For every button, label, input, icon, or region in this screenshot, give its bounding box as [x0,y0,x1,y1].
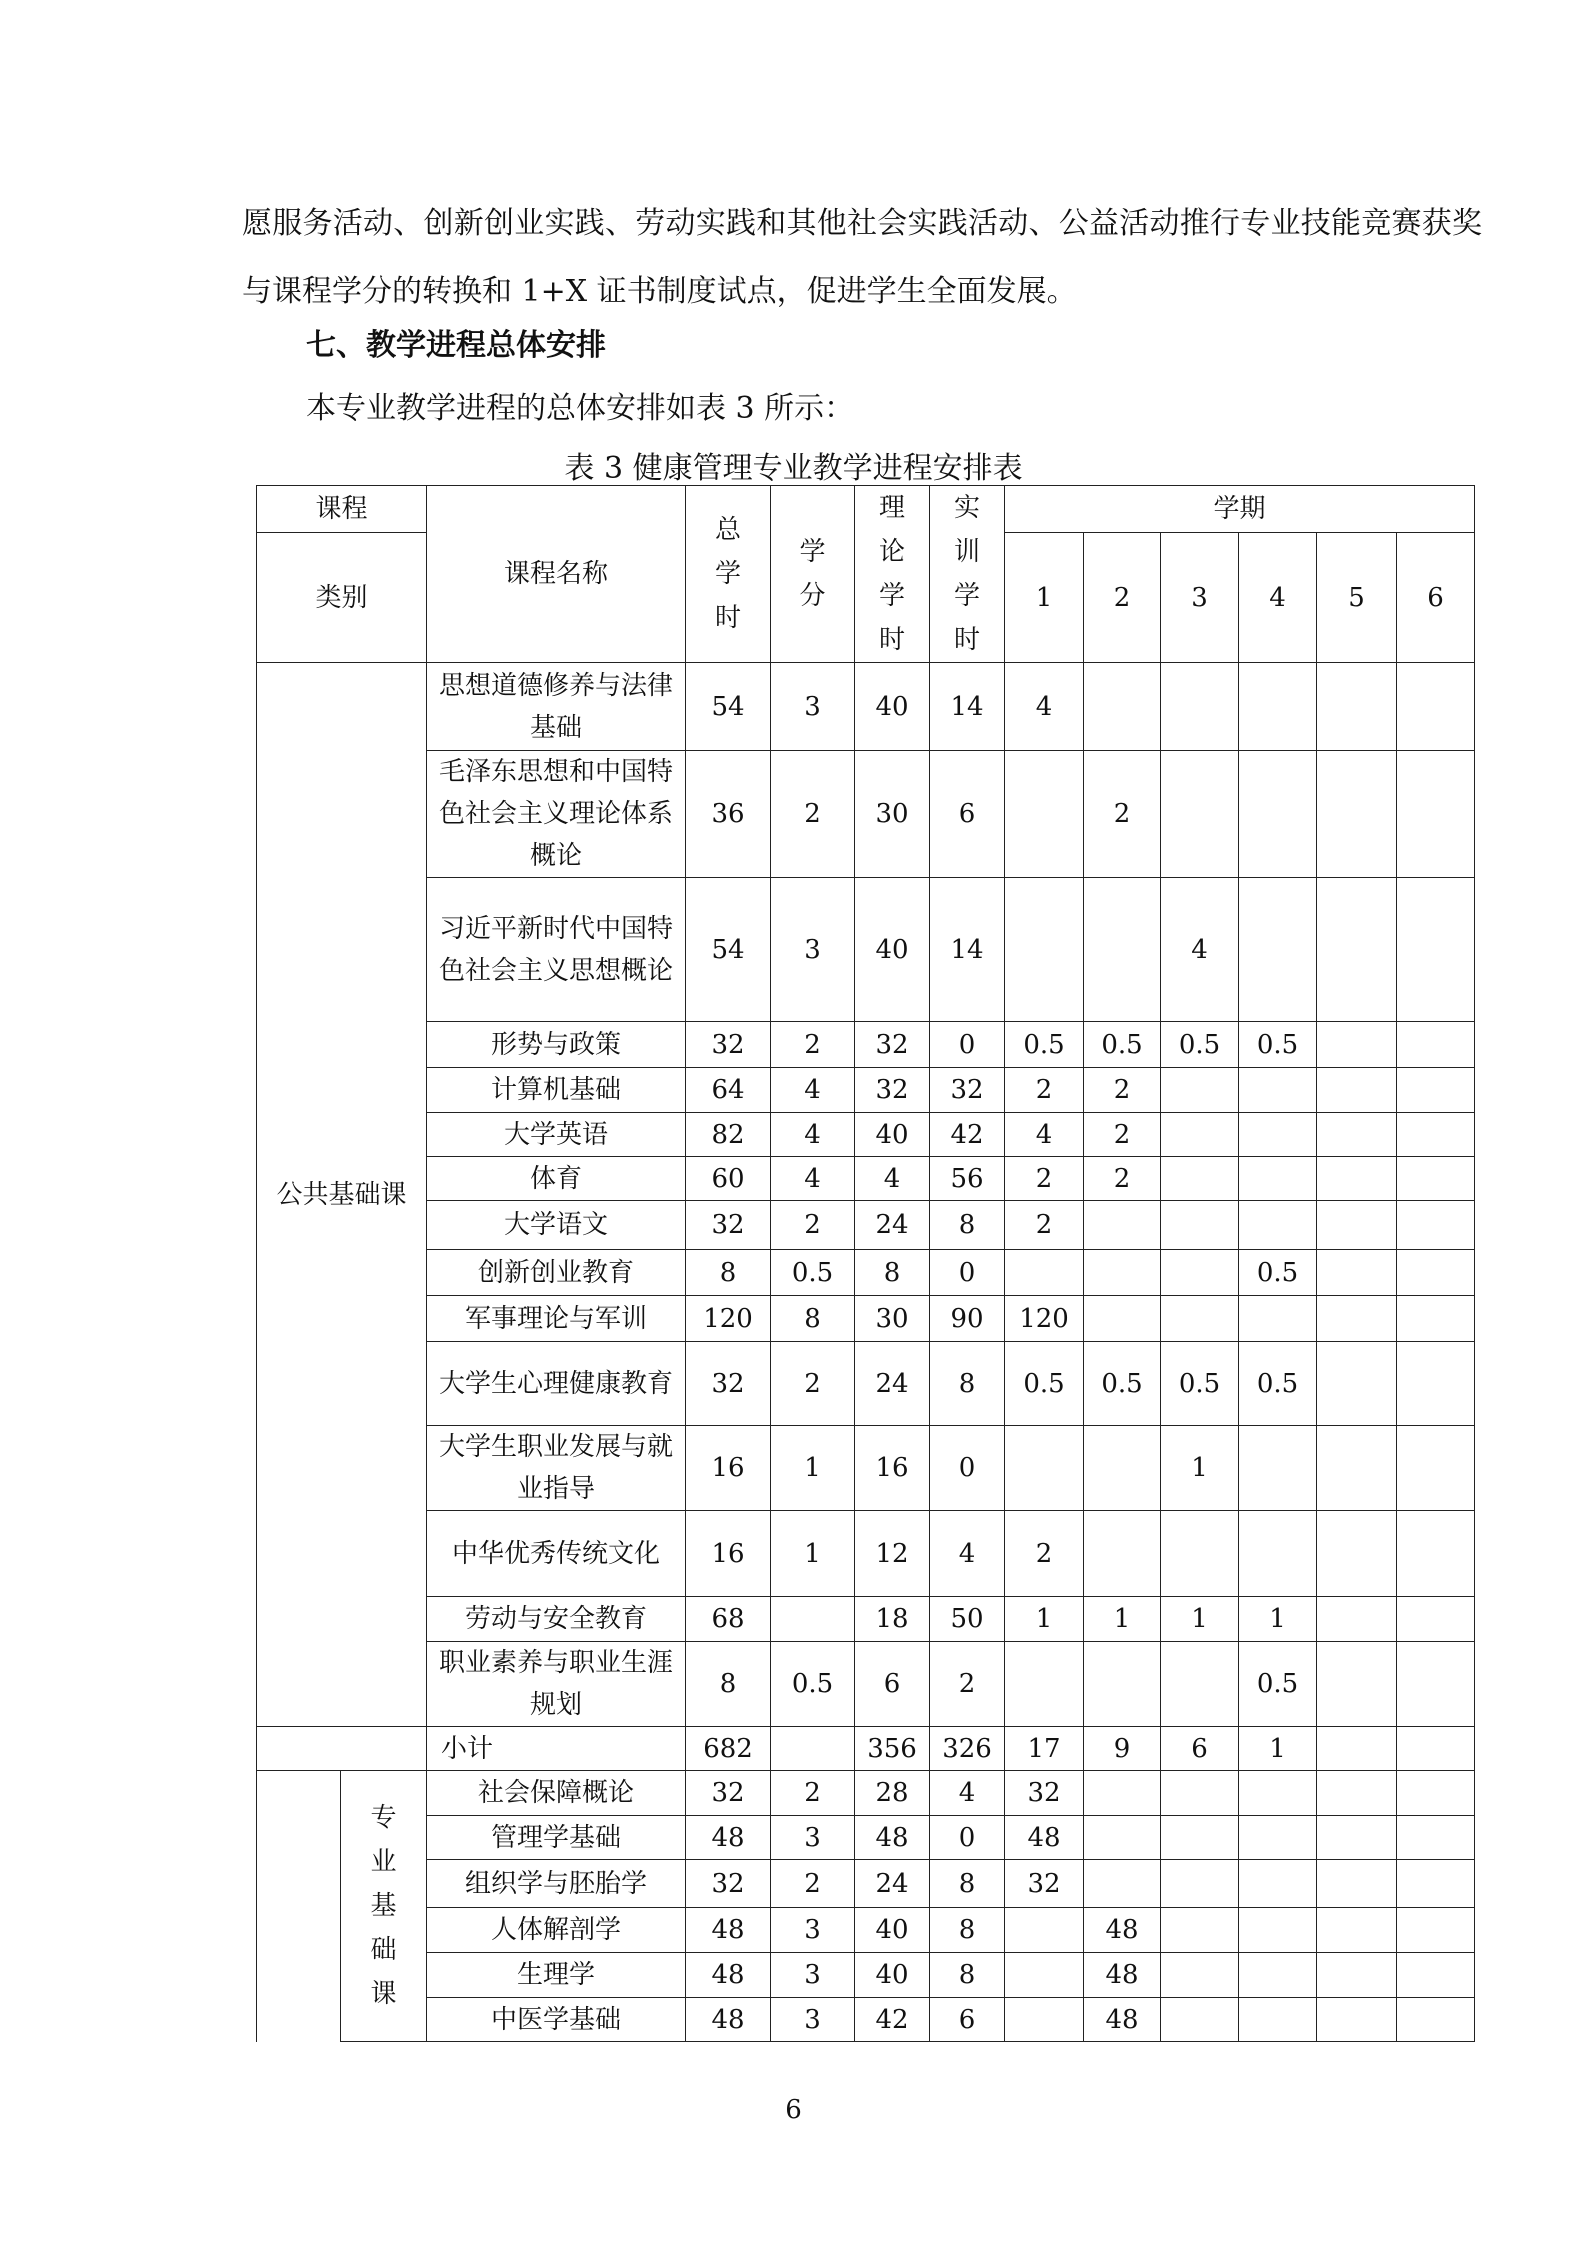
semester-6-cell [1397,1511,1475,1597]
semester-3-cell [1161,1771,1239,1816]
theory-hours-cell: 48 [855,1816,930,1860]
total-hours-cell: 16 [686,1511,771,1597]
semester-1-cell: 0.5 [1005,1342,1084,1426]
total-hours-cell: 32 [686,1022,771,1068]
credits-cell: 3 [771,878,855,1022]
credits-cell: 2 [771,1022,855,1068]
practice-hours-cell: 0 [930,1426,1005,1511]
course-name-cell: 大学英语 [427,1113,686,1157]
semester-2-cell [1084,1250,1161,1296]
total-hours-cell: 120 [686,1296,771,1342]
credits-cell: 2 [771,1201,855,1250]
semester-2-cell: 0.5 [1084,1022,1161,1068]
credits-cell: 1 [771,1511,855,1597]
header-credits: 学分 [771,486,855,663]
practice-hours-cell: 8 [930,1860,1005,1908]
theory-hours-cell: 40 [855,1953,930,1998]
theory-hours-cell: 16 [855,1426,930,1511]
semester-2-cell [1084,1816,1161,1860]
total-hours-cell: 48 [686,1953,771,1998]
theory-hours-cell: 24 [855,1860,930,1908]
course-name-cell: 军事理论与军训 [427,1296,686,1342]
semester-4-cell [1239,1816,1317,1860]
semester-5-cell [1317,1642,1397,1727]
semester-4-cell [1239,1908,1317,1953]
table-row [257,878,1475,1022]
total-hours-cell: 8 [686,1250,771,1296]
total-hours-cell: 82 [686,1113,771,1157]
practice-hours-cell: 2 [930,1642,1005,1727]
semester-1-cell: 2 [1005,1157,1084,1201]
practice-hours-cell: 8 [930,1953,1005,1998]
theory-hours-cell: 40 [855,1908,930,1953]
header-semester-4: 4 [1239,533,1317,663]
total-hours-cell: 68 [686,1597,771,1642]
course-name-cell: 社会保障概论 [427,1771,686,1816]
semester-1-cell: 4 [1005,663,1084,751]
semester-3-cell [1161,663,1239,751]
semester-4-cell [1239,1998,1317,2042]
semester-1-cell [1005,1250,1084,1296]
semester-1-cell [1005,1998,1084,2042]
semester-5-cell [1317,1022,1397,1068]
semester-5-cell [1317,1597,1397,1642]
semester-4-cell [1239,1068,1317,1113]
semester-1-cell: 32 [1005,1860,1084,1908]
table-row [257,1250,1475,1296]
semester-5-cell [1317,1816,1397,1860]
semester-5-cell [1317,1113,1397,1157]
course-name-cell: 劳动与安全教育 [427,1597,686,1642]
semester-1-cell: 2 [1005,1511,1084,1597]
credits-cell [771,1597,855,1642]
semester-3-cell [1161,1998,1239,2042]
semester-1-cell [1005,878,1084,1022]
course-name-cell: 管理学基础 [427,1816,686,1860]
page-number: 6 [785,2095,802,2125]
course-name-cell: 生理学 [427,1953,686,1998]
course-name-cell: 习近平新时代中国特色社会主义思想概论 [427,878,686,1022]
total-hours-cell: 64 [686,1068,771,1113]
practice-hours-cell: 6 [930,751,1005,878]
semester-5-cell [1317,1250,1397,1296]
total-hours-cell: 16 [686,1426,771,1511]
semester-2-cell: 2 [1084,1157,1161,1201]
practice-hours-cell: 0 [930,1022,1005,1068]
semester-5-cell [1317,1511,1397,1597]
semester-4-cell: 0.5 [1239,1642,1317,1727]
semester-3-cell [1161,1816,1239,1860]
theory-hours-cell: 30 [855,751,930,878]
semester-5-cell [1317,1908,1397,1953]
practice-hours-cell: 4 [930,1771,1005,1816]
semester-4-cell: 1 [1239,1597,1317,1642]
theory-hours-cell: 40 [855,663,930,751]
semester-2-cell: 2 [1084,751,1161,878]
theory-hours-cell: 40 [855,878,930,1022]
body-paragraph: 愿服务活动、创新创业实践、劳动实践和其他社会实践活动、公益活动推行专业技能竞赛获奖与课程学分的转换和 1+X 证书制度试点，促进学生全面发展。 [242,206,1482,309]
course-name-cell: 创新创业教育 [427,1250,686,1296]
header-semester: 学期 [1005,486,1475,533]
table-row [257,1998,1475,2042]
semester-2-cell: 2 [1084,1113,1161,1157]
theory-hours-cell: 24 [855,1342,930,1426]
semester-4-cell [1239,751,1317,878]
table-row [257,1157,1475,1201]
semester-3-cell: 1 [1161,1426,1239,1511]
semester-1-cell: 1 [1005,1597,1084,1642]
semester-2-cell [1084,663,1161,751]
semester-3-cell [1161,1201,1239,1250]
credits-cell [771,1727,855,1771]
header-course-name: 课程名称 [427,486,686,663]
course-name-cell: 中医学基础 [427,1998,686,2042]
table-row [257,1426,1475,1511]
semester-3-cell [1161,1860,1239,1908]
table-row [257,1342,1475,1426]
credits-cell: 4 [771,1113,855,1157]
theory-hours-cell: 42 [855,1998,930,2042]
semester-2-cell [1084,1771,1161,1816]
practice-hours-cell: 326 [930,1727,1005,1771]
semester-5-cell [1317,1296,1397,1342]
header-theory-hours: 理论学时 [855,486,930,663]
credits-cell: 8 [771,1296,855,1342]
semester-4-cell [1239,1426,1317,1511]
header-semester-2: 2 [1084,533,1161,663]
practice-hours-cell: 90 [930,1296,1005,1342]
semester-6-cell [1397,1642,1475,1727]
semester-5-cell [1317,1201,1397,1250]
semester-2-cell: 9 [1084,1727,1161,1771]
semester-3-cell [1161,1642,1239,1727]
semester-2-cell [1084,1426,1161,1511]
credits-cell: 4 [771,1157,855,1201]
semester-4-cell [1239,1860,1317,1908]
course-name-cell: 中华优秀传统文化 [427,1511,686,1597]
credits-cell: 1 [771,1426,855,1511]
subtotal-row [257,1727,1475,1771]
semester-6-cell [1397,1113,1475,1157]
semester-6-cell [1397,1201,1475,1250]
theory-hours-cell: 28 [855,1771,930,1816]
semester-1-cell: 0.5 [1005,1022,1084,1068]
table-row [257,1511,1475,1597]
semester-5-cell [1317,1068,1397,1113]
total-hours-cell: 32 [686,1201,771,1250]
credits-cell: 2 [771,1342,855,1426]
semester-2-cell: 48 [1084,1953,1161,1998]
total-hours-cell: 54 [686,663,771,751]
credits-cell: 3 [771,1816,855,1860]
subcategory-professional-basic: 专业基础课 [341,1771,427,2042]
course-name-cell: 大学生职业发展与就业指导 [427,1426,686,1511]
table-row [257,1860,1475,1908]
semester-3-cell [1161,1511,1239,1597]
semester-3-cell [1161,1953,1239,1998]
theory-hours-cell: 4 [855,1157,930,1201]
credits-cell: 0.5 [771,1642,855,1727]
semester-5-cell [1317,1771,1397,1816]
theory-hours-cell: 8 [855,1250,930,1296]
semester-4-cell [1239,1157,1317,1201]
semester-3-cell [1161,751,1239,878]
header-semester-5: 5 [1317,533,1397,663]
table-intro: 本专业教学进程的总体安排如表 3 所示： [306,391,855,426]
table-row [257,1908,1475,1953]
table-row [257,663,1475,751]
table-row [257,1113,1475,1157]
credits-cell: 4 [771,1068,855,1113]
total-hours-cell: 60 [686,1157,771,1201]
semester-6-cell [1397,1727,1475,1771]
practice-hours-cell: 56 [930,1157,1005,1201]
header-category: 类别 [257,533,427,663]
semester-6-cell [1397,663,1475,751]
course-name-cell: 组织学与胚胎学 [427,1860,686,1908]
practice-hours-cell: 8 [930,1342,1005,1426]
semester-4-cell [1239,1771,1317,1816]
semester-5-cell [1317,1342,1397,1426]
semester-1-cell: 17 [1005,1727,1084,1771]
semester-6-cell [1397,1597,1475,1642]
semester-4-cell: 0.5 [1239,1342,1317,1426]
semester-2-cell [1084,1296,1161,1342]
course-name-cell: 计算机基础 [427,1068,686,1113]
semester-3-cell [1161,1157,1239,1201]
semester-3-cell [1161,1068,1239,1113]
semester-6-cell [1397,1250,1475,1296]
semester-4-cell [1239,878,1317,1022]
table-row [257,1068,1475,1113]
semester-2-cell [1084,1860,1161,1908]
course-name-cell: 大学生心理健康教育 [427,1342,686,1426]
table-row [257,751,1475,878]
semester-4-cell [1239,663,1317,751]
practice-hours-cell: 32 [930,1068,1005,1113]
total-hours-cell: 32 [686,1860,771,1908]
semester-6-cell [1397,1771,1475,1816]
semester-1-cell: 48 [1005,1816,1084,1860]
semester-1-cell [1005,1908,1084,1953]
table-row [257,1771,1475,1816]
table-row [257,1953,1475,1998]
semester-6-cell [1397,1860,1475,1908]
table-row [257,1816,1475,1860]
semester-2-cell [1084,878,1161,1022]
semester-1-cell: 2 [1005,1068,1084,1113]
semester-4-cell [1239,1511,1317,1597]
table-row [257,1642,1475,1727]
theory-hours-cell: 32 [855,1022,930,1068]
semester-4-cell [1239,1296,1317,1342]
semester-5-cell [1317,751,1397,878]
semester-6-cell [1397,1068,1475,1113]
table-row [257,1022,1475,1068]
credits-cell: 3 [771,1953,855,1998]
header-practice-hours: 实训学时 [930,486,1005,663]
practice-hours-cell: 8 [930,1908,1005,1953]
credits-cell: 3 [771,1998,855,2042]
practice-hours-cell: 50 [930,1597,1005,1642]
semester-2-cell: 1 [1084,1597,1161,1642]
schedule-table [256,485,1475,2042]
semester-5-cell [1317,1157,1397,1201]
semester-2-cell [1084,1511,1161,1597]
credits-cell: 0.5 [771,1250,855,1296]
semester-2-cell: 0.5 [1084,1342,1161,1426]
semester-6-cell [1397,1998,1475,2042]
practice-hours-cell: 0 [930,1816,1005,1860]
semester-6-cell [1397,1953,1475,1998]
semester-3-cell: 4 [1161,878,1239,1022]
semester-1-cell [1005,1642,1084,1727]
semester-1-cell: 4 [1005,1113,1084,1157]
semester-4-cell [1239,1201,1317,1250]
course-name-cell: 体育 [427,1157,686,1201]
semester-2-cell [1084,1201,1161,1250]
semester-3-cell [1161,1250,1239,1296]
total-hours-cell: 48 [686,1998,771,2042]
semester-2-cell: 2 [1084,1068,1161,1113]
semester-6-cell [1397,1296,1475,1342]
semester-5-cell [1317,663,1397,751]
course-name-cell: 人体解剖学 [427,1908,686,1953]
semester-6-cell [1397,751,1475,878]
theory-hours-cell: 356 [855,1727,930,1771]
course-name-cell: 大学语文 [427,1201,686,1250]
semester-3-cell [1161,1296,1239,1342]
category-public-basic: 公共基础课 [257,663,427,1727]
header-total-hours: 总学时 [686,486,771,663]
semester-6-cell [1397,1157,1475,1201]
semester-4-cell: 0.5 [1239,1250,1317,1296]
semester-2-cell [1084,1642,1161,1727]
section-heading: 七、教学进程总体安排 [306,328,606,363]
credits-cell: 2 [771,1771,855,1816]
semester-5-cell [1317,1998,1397,2042]
course-name-cell: 毛泽东思想和中国特色社会主义理论体系概论 [427,751,686,878]
practice-hours-cell: 42 [930,1113,1005,1157]
semester-1-cell [1005,1953,1084,1998]
total-hours-cell: 36 [686,751,771,878]
theory-hours-cell: 32 [855,1068,930,1113]
total-hours-cell: 48 [686,1908,771,1953]
semester-3-cell: 1 [1161,1597,1239,1642]
semester-5-cell [1317,1953,1397,1998]
total-hours-cell: 32 [686,1771,771,1816]
theory-hours-cell: 12 [855,1511,930,1597]
semester-6-cell [1397,1022,1475,1068]
practice-hours-cell: 4 [930,1511,1005,1597]
course-name-cell: 职业素养与职业生涯规划 [427,1642,686,1727]
semester-1-cell: 32 [1005,1771,1084,1816]
course-name-cell: 思想道德修养与法律基础 [427,663,686,751]
semester-1-cell [1005,1426,1084,1511]
semester-4-cell: 0.5 [1239,1022,1317,1068]
semester-4-cell [1239,1113,1317,1157]
semester-3-cell [1161,1908,1239,1953]
total-hours-cell: 54 [686,878,771,1022]
header-semester-1: 1 [1005,533,1084,663]
header-semester-6: 6 [1397,533,1475,663]
semester-5-cell [1317,878,1397,1022]
table-row [257,1597,1475,1642]
semester-3-cell: 0.5 [1161,1022,1239,1068]
semester-4-cell: 1 [1239,1727,1317,1771]
semester-6-cell [1397,1816,1475,1860]
theory-hours-cell: 30 [855,1296,930,1342]
semester-5-cell [1317,1426,1397,1511]
table-row [257,1296,1475,1342]
semester-6-cell [1397,1426,1475,1511]
credits-cell: 2 [771,1860,855,1908]
total-hours-cell: 682 [686,1727,771,1771]
semester-2-cell: 48 [1084,1998,1161,2042]
table-caption: 表 3 健康管理专业教学进程安排表 [564,451,1023,486]
subtotal-label: 小计 [427,1727,686,1771]
header-course: 课程 [257,486,427,533]
semester-3-cell: 0.5 [1161,1342,1239,1426]
header-semester-3: 3 [1161,533,1239,663]
semester-6-cell [1397,1342,1475,1426]
practice-hours-cell: 14 [930,878,1005,1022]
semester-5-cell [1317,1727,1397,1771]
semester-1-cell [1005,751,1084,878]
credits-cell: 3 [771,663,855,751]
category-cell [257,1771,341,2042]
semester-1-cell: 2 [1005,1201,1084,1250]
total-hours-cell: 8 [686,1642,771,1727]
practice-hours-cell: 6 [930,1998,1005,2042]
practice-hours-cell: 14 [930,663,1005,751]
semester-5-cell [1317,1860,1397,1908]
semester-6-cell [1397,878,1475,1022]
practice-hours-cell: 8 [930,1201,1005,1250]
total-hours-cell: 48 [686,1816,771,1860]
semester-6-cell [1397,1908,1475,1953]
semester-1-cell: 120 [1005,1296,1084,1342]
theory-hours-cell: 6 [855,1642,930,1727]
semester-4-cell [1239,1953,1317,1998]
course-name-cell: 形势与政策 [427,1022,686,1068]
credits-cell: 2 [771,751,855,878]
practice-hours-cell: 0 [930,1250,1005,1296]
theory-hours-cell: 24 [855,1201,930,1250]
theory-hours-cell: 40 [855,1113,930,1157]
semester-3-cell [1161,1113,1239,1157]
credits-cell: 3 [771,1908,855,1953]
subtotal-category-cell [257,1727,427,1771]
total-hours-cell: 32 [686,1342,771,1426]
semester-2-cell: 48 [1084,1908,1161,1953]
semester-3-cell: 6 [1161,1727,1239,1771]
table-row [257,1201,1475,1250]
theory-hours-cell: 18 [855,1597,930,1642]
